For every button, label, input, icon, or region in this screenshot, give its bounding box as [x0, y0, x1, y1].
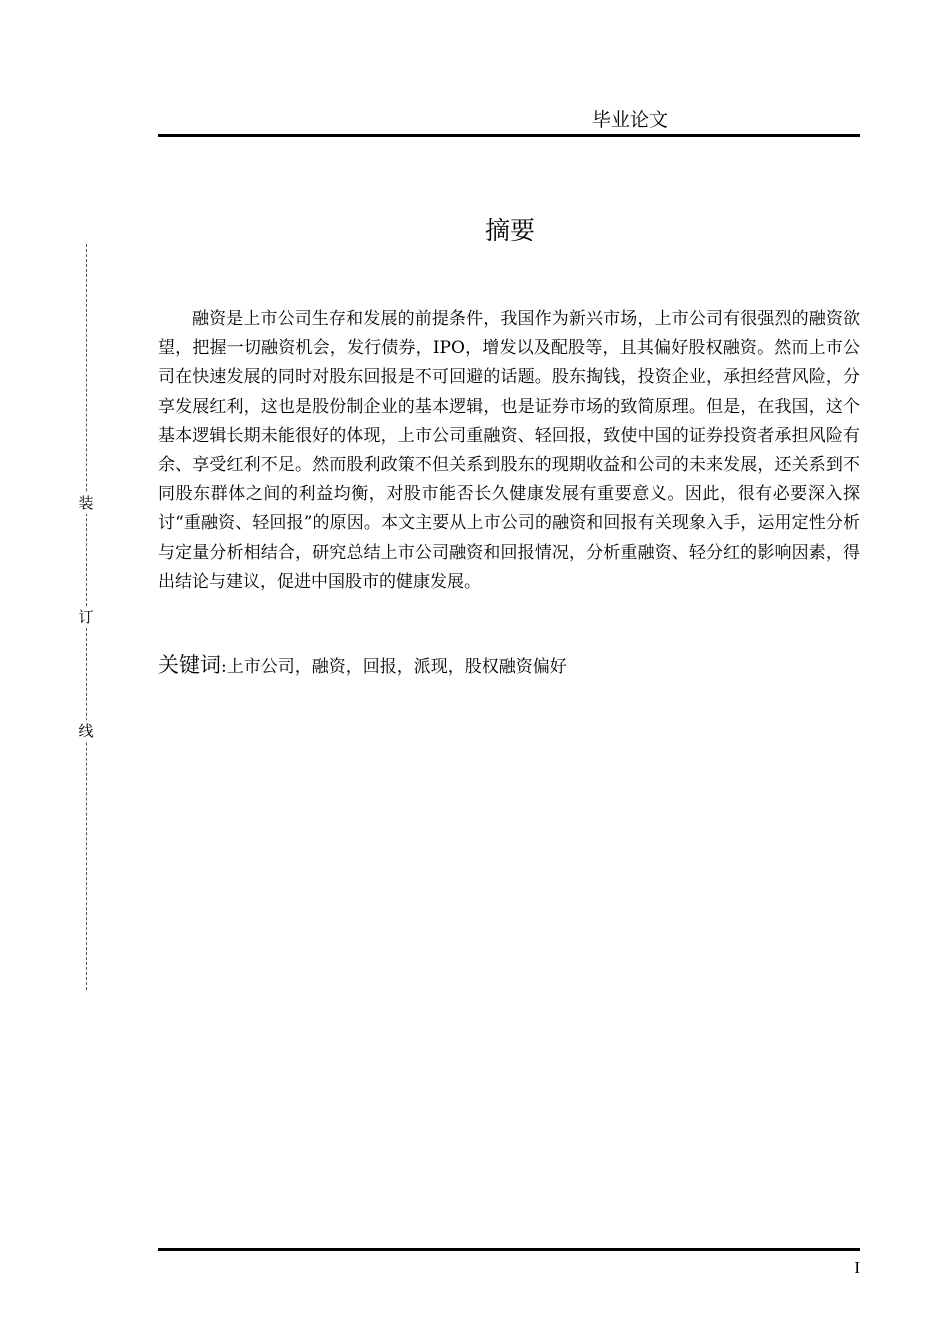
keywords-line: [158, 650, 860, 682]
abstract-heading: 摘要: [484, 216, 535, 245]
header-rule: [158, 134, 860, 137]
binding-char-zhuang: 装: [76, 492, 96, 514]
abstract-body: 融资是上市公司生存和发展的前提条件，我国作为新兴市场，上市公司有很强烈的融资欲望，把握一切融资机会，发行债券，IPO，增发以及配股等，且其偏好股权融资。然而上市公司在快速发展的同时对股东回报是不可回避的话题。股东掏钱，投资企业，承担经营风险，分享发展红利，这也是股份制企业的基本逻辑，也是证券市场的致简原理。但是，在我国，这个基本逻辑长期未能很好的体现，上市公司重融资、轻回报，致使中国的证券投资者承担风险有余、享受红利不足。然而股利政策不但关系到股东的现期收益和公司的未来发展，还关系到不同股东群体之间的利益均衡，对股市能否长久健康发展有重要意义。因此，很有必要深入探讨“重融资、轻回报”的原因。本文主要从上市公司的融资和回报有关现象入手，运用定性分析与定量分析相结合，研究总结上市公司融资和回报情况，分析重融资、轻分红的影响因素，得出结论与建议，促进中国股市的健康发展。: [158, 309, 860, 592]
header-title: 毕业论文: [591, 109, 668, 131]
keywords-separator: :: [221, 657, 227, 677]
keywords-text: 上市公司，融资，回报，派现，股权融资偏好: [226, 657, 567, 677]
binding-char-xian: 线: [76, 720, 96, 742]
page-number: I: [854, 1258, 860, 1277]
footer-rule: [158, 1248, 860, 1251]
binding-char-ding: 订: [76, 606, 96, 628]
keywords-label: 关键词: [158, 653, 221, 677]
